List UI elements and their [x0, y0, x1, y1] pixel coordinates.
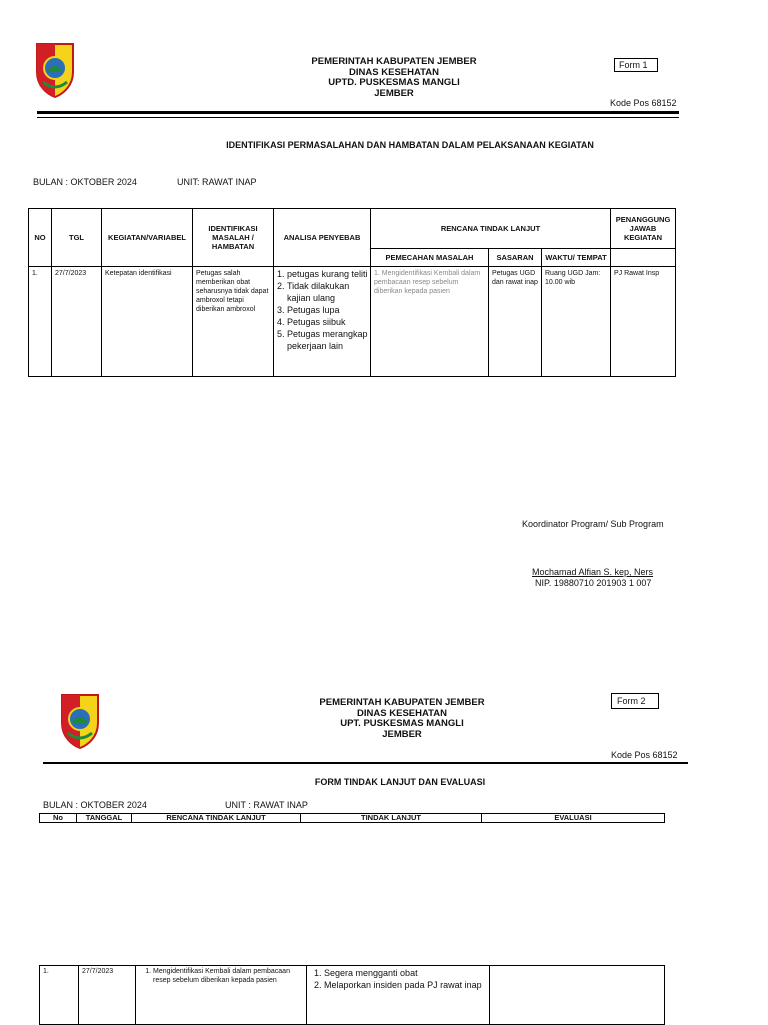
cell-kegiatan: Ketepatan identifikasi [102, 267, 193, 377]
th-analisa: ANALISA PENYEBAB [274, 209, 371, 267]
header-line: PEMERINTAH KABUPATEN JEMBER [319, 697, 485, 708]
th-no: NO [29, 209, 52, 267]
list-item: 4. Petugas siibuk [287, 316, 368, 328]
form2-header [310, 698, 494, 740]
header-line: UPTD. PUSKESMAS MANGLI [328, 77, 460, 88]
header-line: DINAS KESEHATAN [349, 66, 439, 78]
list-item: 1. petugas kurang teliti [287, 268, 368, 280]
list-item: 1. Segera mengganti obat [324, 967, 486, 979]
cell-penanggung: PJ Rawat Insp [611, 267, 676, 377]
signature-nip: NIP. 19880710 201903 1 007 [535, 578, 652, 588]
th-tgl: TGL [52, 209, 102, 267]
cell-no: 1. [40, 966, 79, 1025]
th-rencana: RENCANA TINDAK LANJUT [371, 209, 611, 249]
form2-title: FORM TINDAK LANJUT DAN EVALUASI [314, 777, 486, 787]
cell-no: 1. [29, 267, 52, 377]
form2-unit: UNIT : RAWAT INAP [225, 800, 308, 810]
cell-tanggal: 27/7/2023 [79, 966, 136, 1025]
form1-rule-thick [37, 111, 679, 114]
cell-pemecahan: 1. Mengidentifikasi Kembali dalam pembacaan resep sebelum diberikan kepada pasien [371, 267, 489, 377]
list-item: 3. Petugas lupa [287, 304, 368, 316]
jember-emblem-logo [60, 693, 100, 749]
form1-label: Form 1 [614, 58, 658, 72]
signature-name: Mochamad Alfian S. kep, Ners [532, 567, 654, 577]
header-line: UPT. PUSKESMAS MANGLI [340, 718, 464, 729]
cell-tindak-lanjut [307, 966, 490, 1025]
form1-header [300, 57, 488, 99]
list-item: 2. Melaporkan insiden pada PJ rawat inap [324, 979, 486, 991]
th-pemecahan: PEMECAHAN MASALAH [371, 249, 489, 267]
header-line: JEMBER [382, 728, 422, 740]
header-line: JEMBER [374, 87, 414, 99]
cell-waktu: Ruang UGD Jam: 10.00 wib [542, 267, 611, 377]
th-sasaran: SASARAN [489, 249, 542, 267]
th-waktu: WAKTU/ TEMPAT [542, 249, 611, 267]
form1-kode-pos: Kode Pos 68152 [610, 98, 677, 108]
th-tanggal: TANGGAL [77, 814, 132, 823]
form2-label: Form 2 [611, 693, 659, 709]
list-item: 5. Petugas merangkap pekerjaan lain [287, 328, 368, 352]
form1-title: IDENTIFIKASI PERMASALAHAN DAN HAMBATAN DALAM PELAKSANAAN KEGIATAN [226, 140, 594, 150]
form2-table-header [39, 813, 665, 823]
table-row [29, 267, 676, 377]
header-line: PEMERINTAH KABUPATEN JEMBER [311, 56, 477, 67]
jember-emblem-logo [35, 42, 75, 98]
th-identifikasi: IDENTIFIKASI MASALAH / HAMBATAN [193, 209, 274, 267]
th-evaluasi: EVALUASI [482, 814, 665, 823]
header-line: DINAS KESEHATAN [357, 707, 447, 719]
th-kegiatan: KEGIATAN/VARIABEL [102, 209, 193, 267]
form2-table-body [39, 965, 665, 1025]
form1-table [28, 208, 676, 377]
th-tindak-lanjut: TINDAK LANJUT [301, 814, 482, 823]
form2-rule [43, 762, 688, 764]
list-item: 2. Tidak dilakukan kajian ulang [287, 280, 368, 304]
cell-sasaran: Petugas UGD dan rawat inap [489, 267, 542, 377]
cell-evaluasi [490, 966, 665, 1025]
th-penanggung: PENANGGUNG JAWAB KEGIATAN [611, 209, 676, 249]
signature-role: Koordinator Program/ Sub Program [522, 519, 664, 529]
cell-analisa [274, 267, 371, 377]
form1-rule-thin [37, 117, 679, 118]
list-item: 1. Mengidentifikasi Kembali dalam pembacaan resep sebelum diberikan kepada pasien [153, 967, 303, 985]
form2-kode-pos: Kode Pos 68152 [611, 750, 678, 760]
table-row [40, 966, 665, 1025]
th-rencana: RENCANA TINDAK LANJUT [132, 814, 301, 823]
cell-identifikasi: Petugas salah memberikan obat seharusnya tidak dapat ambroxol tetapi diberikan ambroxol [193, 267, 274, 377]
form2-bulan: BULAN : OKTOBER 2024 [43, 800, 147, 810]
cell-rencana [136, 966, 307, 1025]
form1-bulan: BULAN : OKTOBER 2024 [33, 177, 137, 187]
th-penanggung-sub [611, 249, 676, 267]
th-no: No [40, 814, 77, 823]
form1-unit: UNIT: RAWAT INAP [177, 177, 257, 187]
cell-tgl: 27/7/2023 [52, 267, 102, 377]
